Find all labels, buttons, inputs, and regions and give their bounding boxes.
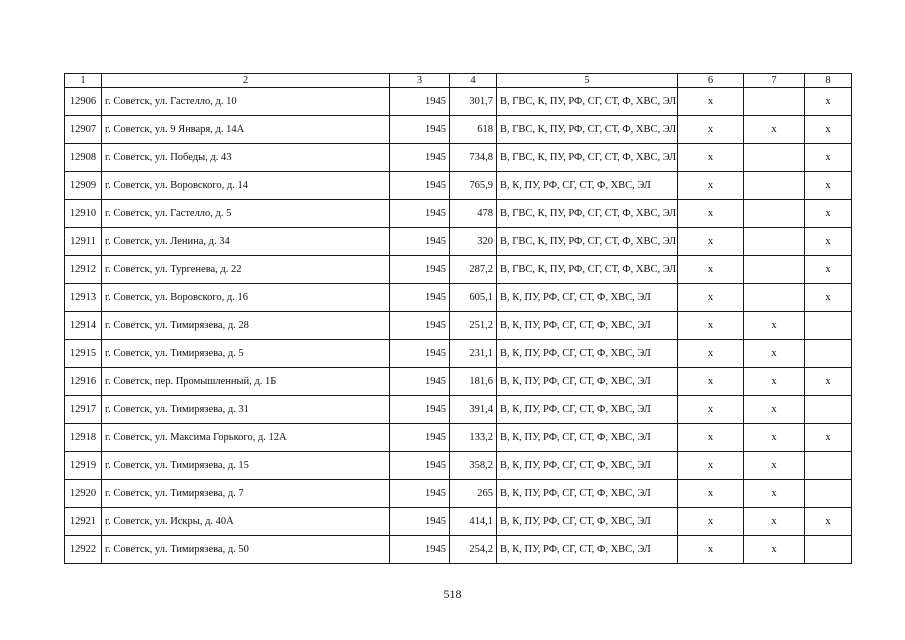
year-cell: 1945: [390, 536, 450, 564]
year-cell: 1945: [390, 284, 450, 312]
column-7-mark-cell: x: [744, 396, 805, 424]
utilities-cell: В, К, ПУ, РФ, СГ, СТ, Ф, ХВС, ЭЛ: [497, 368, 678, 396]
table-row: [65, 312, 852, 340]
area-cell: 618: [450, 116, 497, 144]
table-row: [65, 88, 852, 116]
row-number-cell: 12911: [65, 228, 102, 256]
year-cell: 1945: [390, 452, 450, 480]
column-7-mark-cell: x: [744, 508, 805, 536]
utilities-cell: В, К, ПУ, РФ, СГ, СТ, Ф, ХВС, ЭЛ: [497, 424, 678, 452]
year-cell: 1945: [390, 480, 450, 508]
row-number-cell: 12922: [65, 536, 102, 564]
year-cell: 1945: [390, 172, 450, 200]
column-6-mark-cell: x: [678, 284, 744, 312]
year-cell: 1945: [390, 312, 450, 340]
column-6-mark-cell: x: [678, 172, 744, 200]
address-cell: г. Советск, ул. Воровского, д. 16: [102, 284, 390, 312]
year-cell: 1945: [390, 340, 450, 368]
table-header: [65, 74, 852, 88]
area-cell: 265: [450, 480, 497, 508]
column-6-mark-cell: x: [678, 144, 744, 172]
column-8-mark-cell: x: [805, 116, 852, 144]
address-cell: г. Советск, ул. Гастелло, д. 5: [102, 200, 390, 228]
utilities-cell: В, ГВС, К, ПУ, РФ, СГ, СТ, Ф, ХВС, ЭЛ: [497, 88, 678, 116]
address-cell: г. Советск, ул. Искры, д. 40А: [102, 508, 390, 536]
column-7-mark-cell: x: [744, 480, 805, 508]
column-7-mark-cell: [744, 88, 805, 116]
column-7-mark-cell: [744, 228, 805, 256]
row-number-cell: 12906: [65, 88, 102, 116]
column-6-mark-cell: x: [678, 424, 744, 452]
column-7-mark-cell: [744, 284, 805, 312]
year-cell: 1945: [390, 144, 450, 172]
area-cell: 358,2: [450, 452, 497, 480]
year-cell: 1945: [390, 368, 450, 396]
column-8-mark-cell: [805, 480, 852, 508]
column-8-mark-cell: x: [805, 508, 852, 536]
table-row: [65, 368, 852, 396]
row-number-cell: 12915: [65, 340, 102, 368]
year-cell: 1945: [390, 424, 450, 452]
utilities-cell: В, К, ПУ, РФ, СГ, СТ, Ф, ХВС, ЭЛ: [497, 508, 678, 536]
page-number: 518: [443, 587, 462, 601]
utilities-cell: В, К, ПУ, РФ, СГ, СТ, Ф, ХВС, ЭЛ: [497, 172, 678, 200]
address-cell: г. Советск, ул. Тимирязева, д. 5: [102, 340, 390, 368]
utilities-cell: В, К, ПУ, РФ, СГ, СТ, Ф, ХВС, ЭЛ: [497, 452, 678, 480]
utilities-cell: В, ГВС, К, ПУ, РФ, СГ, СТ, Ф, ХВС, ЭЛ: [497, 144, 678, 172]
area-cell: 391,4: [450, 396, 497, 424]
utilities-cell: В, К, ПУ, РФ, СГ, СТ, Ф, ХВС, ЭЛ: [497, 284, 678, 312]
column-header-3: 3: [390, 74, 450, 88]
row-number-cell: 12908: [65, 144, 102, 172]
column-6-mark-cell: x: [678, 508, 744, 536]
year-cell: 1945: [390, 228, 450, 256]
address-cell: г. Советск, ул. Воровского, д. 14: [102, 172, 390, 200]
area-cell: 287,2: [450, 256, 497, 284]
utilities-cell: В, ГВС, К, ПУ, РФ, СГ, СТ, Ф, ХВС, ЭЛ: [497, 116, 678, 144]
address-cell: г. Советск, ул. Гастелло, д. 10: [102, 88, 390, 116]
column-6-mark-cell: x: [678, 452, 744, 480]
column-8-mark-cell: [805, 340, 852, 368]
address-cell: г. Советск, ул. Тимирязева, д. 28: [102, 312, 390, 340]
row-number-cell: 12920: [65, 480, 102, 508]
column-header-1: 1: [65, 74, 102, 88]
column-7-mark-cell: [744, 144, 805, 172]
address-cell: г. Советск, ул. Тургенева, д. 22: [102, 256, 390, 284]
table-body: [65, 88, 852, 564]
table-row: [65, 480, 852, 508]
row-number-cell: 12913: [65, 284, 102, 312]
column-8-mark-cell: [805, 536, 852, 564]
table-row: [65, 256, 852, 284]
column-header-7: 7: [744, 74, 805, 88]
column-6-mark-cell: x: [678, 88, 744, 116]
area-cell: 231,1: [450, 340, 497, 368]
column-8-mark-cell: x: [805, 368, 852, 396]
table-row: [65, 424, 852, 452]
table-row: [65, 396, 852, 424]
column-8-mark-cell: [805, 396, 852, 424]
address-cell: г. Советск, пер. Промышленный, д. 1Б: [102, 368, 390, 396]
utilities-cell: В, К, ПУ, РФ, СГ, СТ, Ф, ХВС, ЭЛ: [497, 396, 678, 424]
column-header-8: 8: [805, 74, 852, 88]
table-row: [65, 284, 852, 312]
utilities-cell: В, ГВС, К, ПУ, РФ, СГ, СТ, Ф, ХВС, ЭЛ: [497, 228, 678, 256]
utilities-cell: В, К, ПУ, РФ, СГ, СТ, Ф, ХВС, ЭЛ: [497, 312, 678, 340]
table-row: [65, 144, 852, 172]
column-7-mark-cell: x: [744, 116, 805, 144]
column-6-mark-cell: x: [678, 396, 744, 424]
address-cell: г. Советск, ул. Победы, д. 43: [102, 144, 390, 172]
address-cell: г. Советск, ул. Тимирязева, д. 50: [102, 536, 390, 564]
area-cell: 301,7: [450, 88, 497, 116]
area-cell: 734,8: [450, 144, 497, 172]
column-8-mark-cell: x: [805, 172, 852, 200]
column-8-mark-cell: x: [805, 228, 852, 256]
column-header-5: 5: [497, 74, 678, 88]
row-number-cell: 12918: [65, 424, 102, 452]
column-header-4: 4: [450, 74, 497, 88]
column-6-mark-cell: x: [678, 228, 744, 256]
row-number-cell: 12912: [65, 256, 102, 284]
area-cell: 133,2: [450, 424, 497, 452]
area-cell: 414,1: [450, 508, 497, 536]
column-6-mark-cell: x: [678, 200, 744, 228]
utilities-cell: В, ГВС, К, ПУ, РФ, СГ, СТ, Ф, ХВС, ЭЛ: [497, 200, 678, 228]
row-number-cell: 12914: [65, 312, 102, 340]
address-cell: г. Советск, ул. Тимирязева, д. 31: [102, 396, 390, 424]
registry-table: [64, 73, 852, 564]
column-6-mark-cell: x: [678, 340, 744, 368]
row-number-cell: 12916: [65, 368, 102, 396]
table-row: [65, 508, 852, 536]
area-cell: 320: [450, 228, 497, 256]
row-number-cell: 12910: [65, 200, 102, 228]
utilities-cell: В, К, ПУ, РФ, СГ, СТ, Ф, ХВС, ЭЛ: [497, 340, 678, 368]
column-7-mark-cell: [744, 200, 805, 228]
year-cell: 1945: [390, 256, 450, 284]
table-row: [65, 536, 852, 564]
column-7-mark-cell: x: [744, 452, 805, 480]
table-row: [65, 452, 852, 480]
utilities-cell: В, ГВС, К, ПУ, РФ, СГ, СТ, Ф, ХВС, ЭЛ: [497, 256, 678, 284]
column-6-mark-cell: x: [678, 116, 744, 144]
utilities-cell: В, К, ПУ, РФ, СГ, СТ, Ф, ХВС, ЭЛ: [497, 536, 678, 564]
column-8-mark-cell: x: [805, 424, 852, 452]
column-7-mark-cell: x: [744, 368, 805, 396]
header-row: [65, 74, 852, 88]
year-cell: 1945: [390, 200, 450, 228]
column-6-mark-cell: x: [678, 536, 744, 564]
year-cell: 1945: [390, 508, 450, 536]
table-row: [65, 172, 852, 200]
column-7-mark-cell: x: [744, 312, 805, 340]
year-cell: 1945: [390, 396, 450, 424]
column-8-mark-cell: [805, 312, 852, 340]
area-cell: 605,1: [450, 284, 497, 312]
column-6-mark-cell: x: [678, 256, 744, 284]
column-8-mark-cell: x: [805, 144, 852, 172]
column-8-mark-cell: x: [805, 256, 852, 284]
row-number-cell: 12919: [65, 452, 102, 480]
area-cell: 765,9: [450, 172, 497, 200]
column-6-mark-cell: x: [678, 368, 744, 396]
area-cell: 251,2: [450, 312, 497, 340]
column-8-mark-cell: x: [805, 284, 852, 312]
address-cell: г. Советск, ул. Тимирязева, д. 7: [102, 480, 390, 508]
column-7-mark-cell: [744, 256, 805, 284]
column-header-2: 2: [102, 74, 390, 88]
column-7-mark-cell: x: [744, 340, 805, 368]
column-7-mark-cell: x: [744, 536, 805, 564]
area-cell: 181,6: [450, 368, 497, 396]
address-cell: г. Советск, ул. Ленина, д. 34: [102, 228, 390, 256]
table-row: [65, 340, 852, 368]
row-number-cell: 12921: [65, 508, 102, 536]
address-cell: г. Советск, ул. Тимирязева, д. 15: [102, 452, 390, 480]
column-8-mark-cell: [805, 452, 852, 480]
table-row: [65, 228, 852, 256]
table-row: [65, 116, 852, 144]
column-8-mark-cell: x: [805, 88, 852, 116]
year-cell: 1945: [390, 116, 450, 144]
column-header-6: 6: [678, 74, 744, 88]
area-cell: 254,2: [450, 536, 497, 564]
column-8-mark-cell: x: [805, 200, 852, 228]
row-number-cell: 12907: [65, 116, 102, 144]
column-7-mark-cell: [744, 172, 805, 200]
address-cell: г. Советск, ул. Максима Горького, д. 12А: [102, 424, 390, 452]
year-cell: 1945: [390, 88, 450, 116]
table-row: [65, 200, 852, 228]
area-cell: 478: [450, 200, 497, 228]
utilities-cell: В, К, ПУ, РФ, СГ, СТ, Ф, ХВС, ЭЛ: [497, 480, 678, 508]
row-number-cell: 12917: [65, 396, 102, 424]
column-6-mark-cell: x: [678, 480, 744, 508]
row-number-cell: 12909: [65, 172, 102, 200]
column-6-mark-cell: x: [678, 312, 744, 340]
column-7-mark-cell: x: [744, 424, 805, 452]
address-cell: г. Советск, ул. 9 Января, д. 14А: [102, 116, 390, 144]
